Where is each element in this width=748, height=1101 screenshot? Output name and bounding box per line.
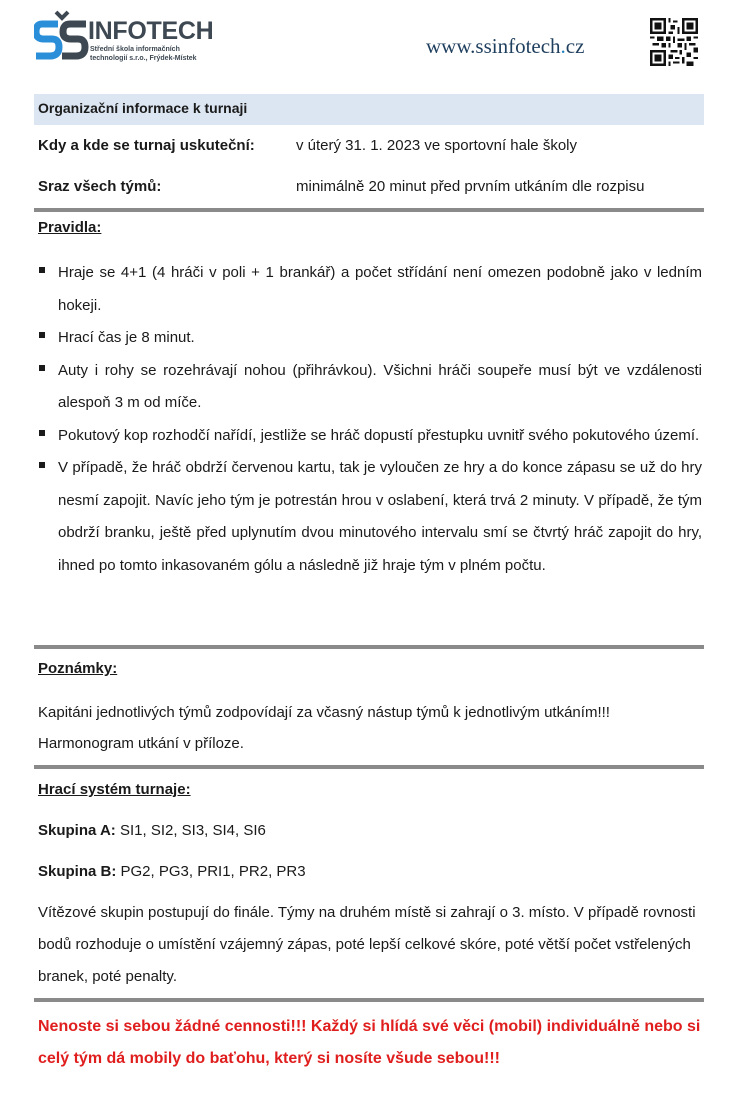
logo-subtitle-line1: Střední škola informačních bbox=[90, 46, 180, 53]
website-main: ssinfotech bbox=[475, 34, 561, 58]
group-a bbox=[38, 822, 266, 839]
group-b-label: Skupina B: bbox=[38, 863, 117, 880]
website-dot: . bbox=[560, 34, 566, 58]
group-b bbox=[38, 863, 306, 880]
info-label-when-where: Kdy a kde se turnaj uskuteční: bbox=[38, 137, 255, 154]
website-link[interactable] bbox=[426, 34, 584, 59]
website-prefix: www. bbox=[426, 34, 476, 58]
ss-logo-mark-icon bbox=[34, 8, 90, 68]
group-a-teams: SI1, SI2, SI3, SI4, SI6 bbox=[115, 822, 266, 839]
divider bbox=[34, 765, 704, 769]
list-item: V případě, že hráč obdrží červenou kartu, tak je vyloučen ze hry a do konce zápasu se už do hry nesmí zapojit. Navíc jeho tým je potrestán hrou v oslabení, která trvá 2 minuty. V případě, že tým obdrží branku, ještě před uplynutím dvou minutového intervalu smí se čtvrtý hráč zapojit do hry, ihned po tomto inkasovaném gólu a následně již hraje tým v plném počtu. bbox=[38, 452, 702, 582]
logo-wordmark: INFOTECH bbox=[88, 17, 214, 45]
divider bbox=[34, 645, 704, 649]
info-label-meeting: Sraz všech týmů: bbox=[38, 178, 162, 195]
website-tld: cz bbox=[565, 34, 585, 58]
group-a-label: Skupina A: bbox=[38, 822, 116, 839]
valuables-warning: Nenoste si sebou žádné cennosti!!! Každý si hlídá své věci (mobil) individuálně nebo si celý tým dá mobily do baťohu, který si nosíte všude sebou!!! bbox=[38, 1018, 701, 1067]
list-item: Hraje se 4+1 (4 hráči v poli + 1 brankář) a počet střídání není omezen podobně jako v ledním hokeji. bbox=[38, 257, 702, 322]
notes-line2: Harmonogram utkání v příloze. bbox=[38, 735, 244, 752]
qr-code bbox=[650, 18, 698, 71]
list-item: Auty i rohy se rozehrávají nohou (přihrávkou). Všichni hráči soupeře musí být ve vzdálenosti alespoň 3 m od míče. bbox=[38, 355, 702, 420]
notes-line1: Kapitáni jednotlivých týmů zodpovídají za včasný nástup týmů k jednotlivým utkáním!!! bbox=[38, 704, 610, 721]
logo-subtitle-line2: technologií s.r.o., Frýdek-Místek bbox=[90, 55, 197, 62]
info-value-when-where: v úterý 31. 1. 2023 ve sportovní hale školy bbox=[296, 137, 577, 154]
section-header-band bbox=[34, 94, 704, 125]
system-title: Hrací systém turnaje: bbox=[38, 781, 191, 798]
info-value-meeting: minimálně 20 minut před prvním utkáním dle rozpisu bbox=[296, 178, 645, 195]
rules-title: Pravidla: bbox=[38, 219, 102, 236]
qr-code-icon bbox=[650, 18, 698, 66]
notes-title: Poznámky: bbox=[38, 660, 118, 677]
list-item: Hrací čas je 8 minut. bbox=[38, 322, 702, 355]
divider bbox=[34, 208, 704, 212]
section-title: Organizační informace k turnaji bbox=[38, 100, 248, 116]
rules-list bbox=[38, 257, 702, 582]
system-description: Vítězové skupin postupují do finále. Týmy na druhém místě si zahrají o 3. místo. V případě rovnosti bodů rozhoduje o umístění vzájemný zápas, poté lepší celkové skóre, poté větší počet vstřelených branek, poté penalty. bbox=[38, 904, 696, 985]
divider bbox=[34, 998, 704, 1002]
list-item: Pokutový kop rozhodčí nařídí, jestliže se hráč dopustí přestupku uvnitř svého pokutového území. bbox=[38, 420, 702, 453]
school-logo bbox=[34, 8, 234, 68]
group-b-teams: PG2, PG3, PRI1, PR2, PR3 bbox=[116, 863, 306, 880]
